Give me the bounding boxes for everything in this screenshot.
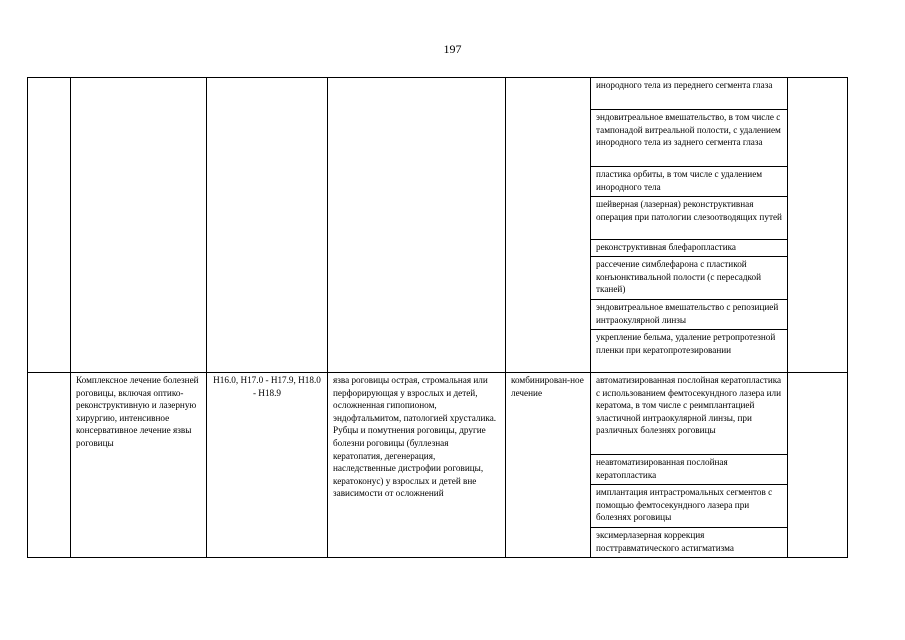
treatment-method-cell: имплантация интрастромальных сегментов с помощью фемтосекундного лазера при болезнях роговицы (591, 485, 788, 528)
treatment-method-cell: укрепление бельма, удаление ретропротезной пленки при кератопротезировании (591, 330, 788, 373)
care-name-cell (71, 78, 207, 373)
treatment-type-cell: комбинирован-ное лечение (506, 373, 591, 558)
treatment-method-cell: шейверная (лазерная) реконструктивная операция при патологии слезоотводящих путей (591, 197, 788, 240)
funding-cell (788, 373, 848, 558)
treatment-method-cell: эндовитреальное вмешательство с репозицией интраокулярной линзы (591, 300, 788, 330)
treatment-method-cell: эксимерлазерная коррекция посттравматического астигматизма (591, 528, 788, 558)
medical-care-table (27, 77, 848, 558)
icd-codes-cell (207, 78, 328, 373)
treatment-method-cell: реконструктивная блефаропластика (591, 240, 788, 257)
row-number-cell (28, 78, 71, 373)
treatment-method-cell: пластика орбиты, в том числе с удалением инородного тела (591, 167, 788, 197)
care-name-cell: Комплексное лечение болезней роговицы, включая оптико-реконструктивную и лазерную хирургию, интенсивное консервативное лечение язвы роговицы (71, 373, 207, 558)
treatment-type-cell (506, 78, 591, 373)
patient-model-cell (328, 78, 506, 373)
row-number-cell (28, 373, 71, 558)
icd-codes-cell: H16.0, H17.0 - H17.9, H18.0 - H18.9 (207, 373, 328, 558)
treatment-method-cell: рассечение симблефарона с пластикой конъюнктивальной полости (с пересадкой тканей) (591, 257, 788, 300)
funding-cell (788, 78, 848, 373)
table-row (28, 78, 848, 110)
page-number: 197 (443, 42, 462, 56)
treatment-method-cell: неавтоматизированная послойная кератопластика (591, 455, 788, 485)
patient-model-cell: язва роговицы острая, стромальная или перфорирующая у взрослых и детей, осложненная гипопионом, эндофтальмитом, патологией хрусталика. Рубцы и помутнения роговицы, другие болезни роговицы (буллезная кератопатия, дегенерация, наследственные дистрофии роговицы, кератоконус) у взрослых и детей вне зависимости от осложнений (328, 373, 506, 558)
table-row (28, 373, 848, 455)
treatment-method-cell: эндовитреальное вмешательство, в том числе с тампонадой витреальной полости, с удалением инородного тела из заднего сегмента глаза (591, 110, 788, 167)
treatment-method-cell: инородного тела из переднего сегмента глаза (591, 78, 788, 110)
treatment-method-cell: автоматизированная послойная кератопластика с использованием фемтосекундного лазера или кератома, в том числе с реимплантацией эластичной интраокулярной линзы, при различных болезнях роговицы (591, 373, 788, 455)
